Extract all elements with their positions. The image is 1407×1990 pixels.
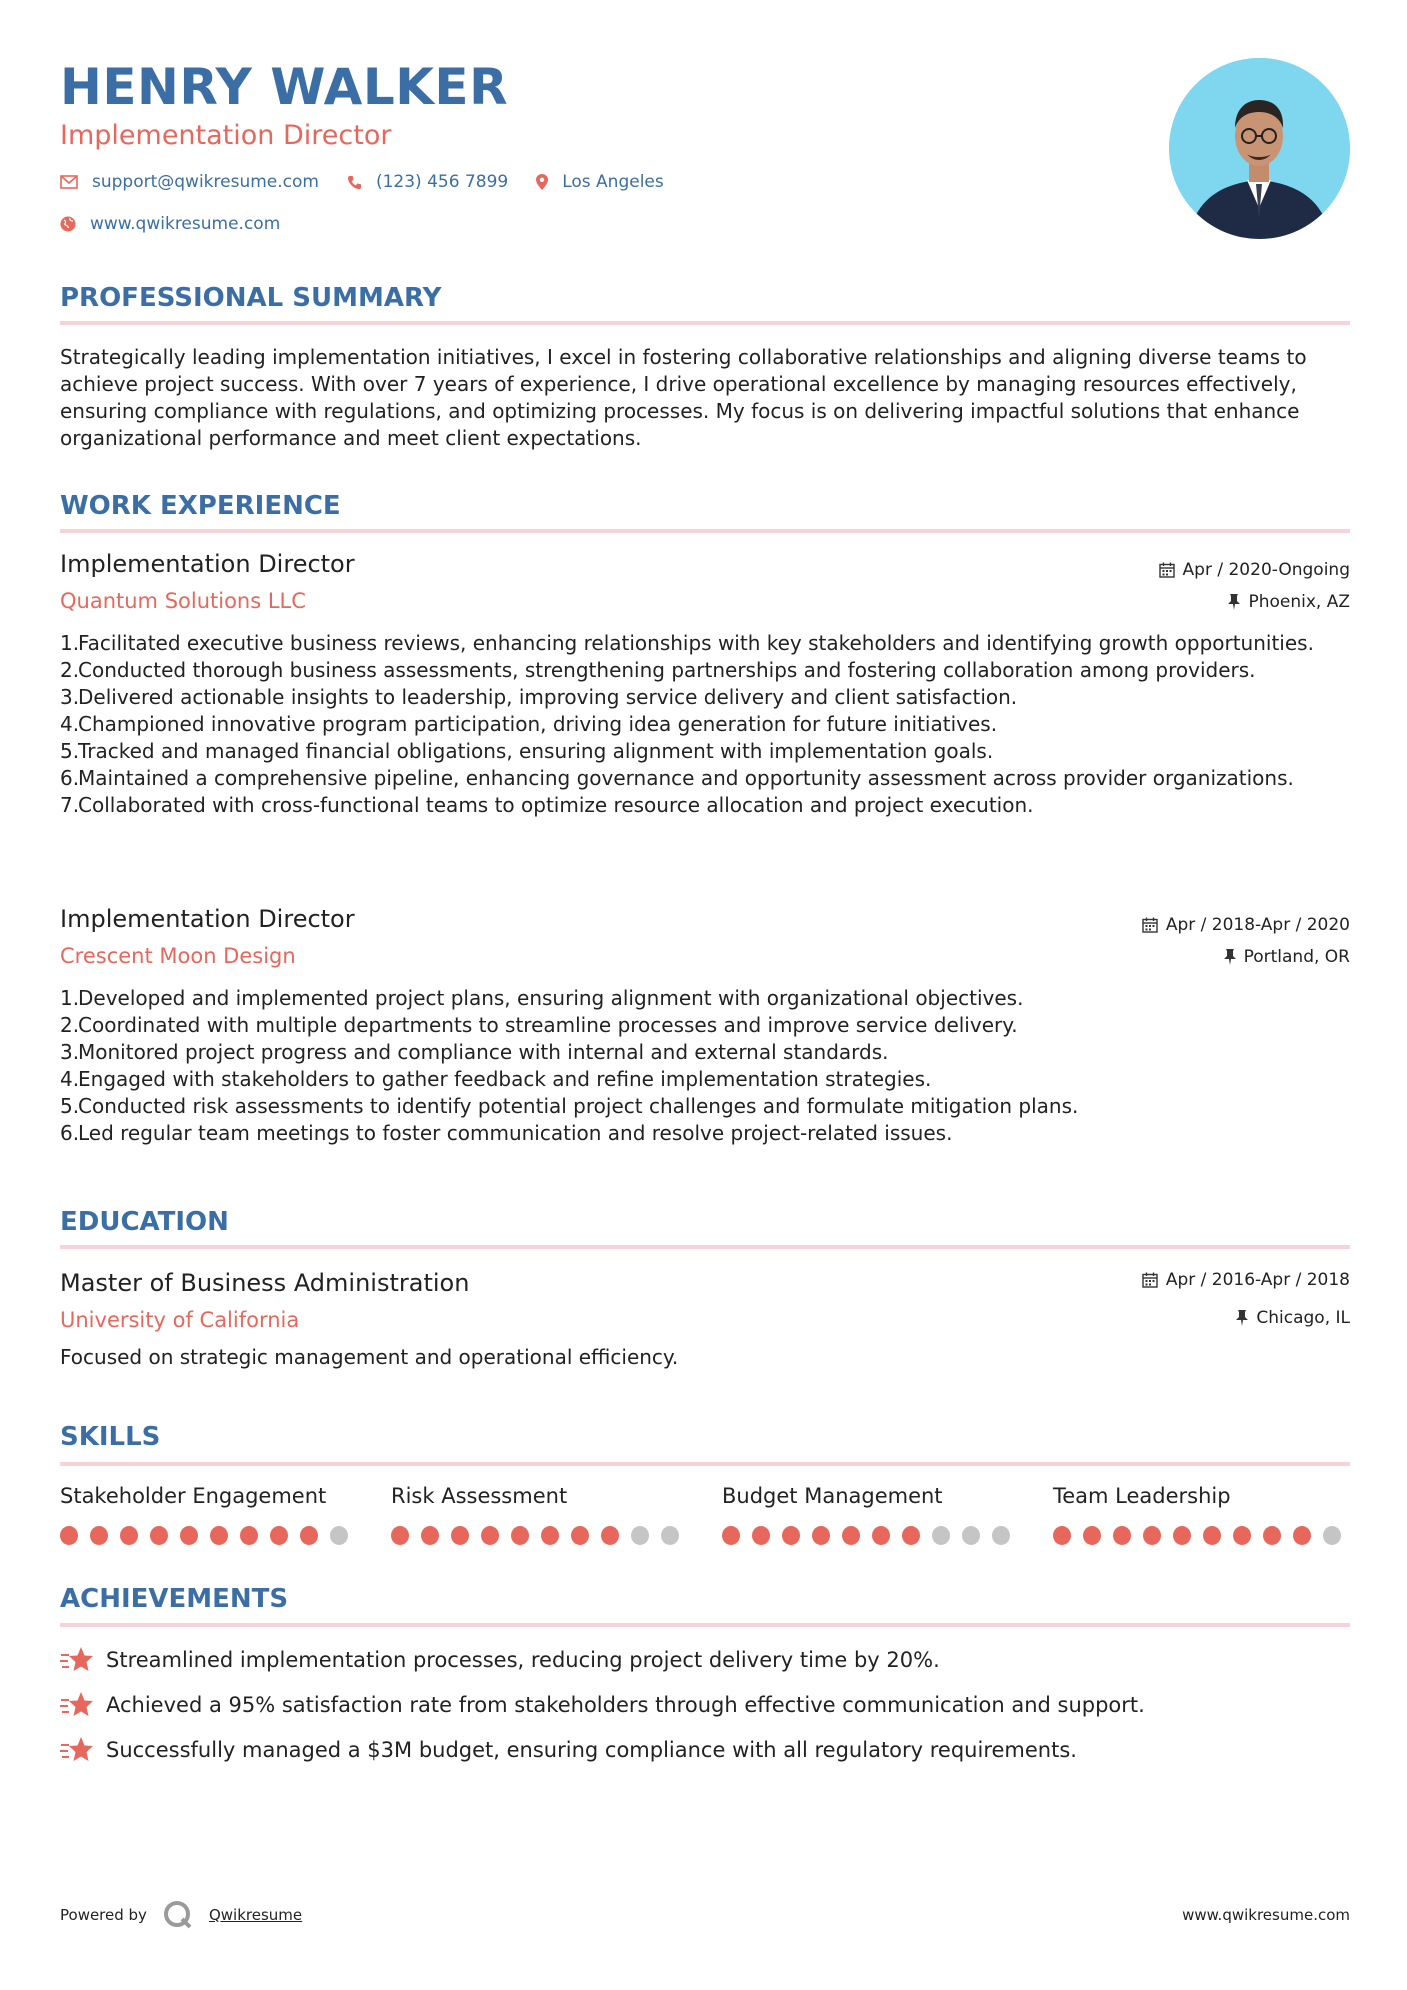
qwikresume-logo-icon: [163, 1900, 193, 1930]
list-number: 3.: [60, 685, 80, 709]
phone-icon: [347, 175, 362, 190]
job-location-text: Portland, OR: [1243, 947, 1350, 967]
list-item-text: Facilitated executive business reviews, enhancing relationships with key stakeholders and identifying growth opportunities.: [78, 631, 1314, 655]
job-location-text: Phoenix, AZ: [1248, 592, 1350, 612]
contact-location: [536, 172, 664, 192]
list-item-text: Conducted risk assessments to identify potential project challenges and formulate mitigation plans.: [78, 1094, 1079, 1118]
rating-dot-filled: [270, 1526, 288, 1545]
list-number: 6.: [60, 766, 80, 790]
rating-dot-filled: [511, 1526, 529, 1545]
list-item-text: Developed and implemented project plans, ensuring alignment with organizational objectives.: [78, 986, 1024, 1010]
list-item-text: Monitored project progress and compliance with internal and external standards.: [78, 1040, 889, 1064]
skill-label: Team Leadership: [1053, 1484, 1231, 1508]
education-location-text: Chicago, IL: [1256, 1308, 1350, 1328]
contact-row: [60, 172, 692, 192]
job-bullets: [60, 985, 1350, 1147]
location-text: Los Angeles: [562, 172, 664, 192]
section-title-education: EDUCATION: [60, 1207, 229, 1237]
star-icon: [60, 1736, 94, 1764]
job-company: Quantum Solutions LLC: [60, 589, 306, 613]
list-item: [60, 1066, 1350, 1093]
rating-dot-filled: [150, 1526, 168, 1545]
skill-label: Stakeholder Engagement: [60, 1484, 327, 1508]
calendar-icon: [1159, 562, 1175, 578]
list-item: [60, 738, 1350, 765]
rating-dot-filled: [1263, 1526, 1281, 1545]
section-title-summary: PROFESSIONAL SUMMARY: [60, 283, 442, 313]
list-item: [60, 630, 1350, 657]
list-item: [60, 711, 1350, 738]
job-dates: [1142, 915, 1350, 935]
skill-item: [391, 1484, 691, 1545]
pushpin-icon: [1228, 594, 1240, 610]
list-item: [60, 684, 1350, 711]
rating-dot-filled: [210, 1526, 228, 1545]
pushpin-icon: [1236, 1310, 1248, 1326]
footer-powered-by: [60, 1900, 302, 1930]
contact-email[interactable]: [60, 172, 319, 192]
profile-photo: [1169, 58, 1350, 239]
list-item: [60, 657, 1350, 684]
section-divider: [60, 1245, 1350, 1249]
education-dates: [1142, 1270, 1350, 1290]
list-item-text: Championed innovative program participation, driving idea generation for future initiatives.: [78, 712, 998, 736]
list-item-text: Collaborated with cross-functional teams to optimize resource allocation and project execution.: [78, 793, 1034, 817]
rating-dot-filled: [1083, 1526, 1101, 1545]
footer-url[interactable]: www.qwikresume.com: [1182, 1906, 1350, 1924]
skill-rating: [722, 1526, 1022, 1545]
list-number: 2.: [60, 1013, 80, 1037]
website-text: www.qwikresume.com: [90, 214, 281, 234]
list-number: 4.: [60, 712, 80, 736]
rating-dot-empty: [330, 1526, 348, 1545]
map-pin-icon: [536, 174, 548, 190]
list-number: 2.: [60, 658, 80, 682]
list-number: 5.: [60, 739, 80, 763]
calendar-icon: [1142, 1272, 1158, 1288]
list-item: [60, 792, 1350, 819]
section-title-achievements: ACHIEVEMENTS: [60, 1584, 289, 1614]
rating-dot-empty: [631, 1526, 649, 1545]
list-item-text: Led regular team meetings to foster communication and resolve project-related issues.: [78, 1121, 953, 1145]
rating-dot-filled: [601, 1526, 619, 1545]
rating-dot-filled: [1203, 1526, 1221, 1545]
job-dates-text: Apr / 2020-Ongoing: [1182, 560, 1350, 580]
achievement-text: Successfully managed a $3M budget, ensuring compliance with all regulatory requirements.: [106, 1738, 1077, 1762]
rating-dot-filled: [240, 1526, 258, 1545]
skill-item: [1053, 1484, 1353, 1545]
list-item-text: Maintained a comprehensive pipeline, enhancing governance and opportunity assessment across provider organizations.: [78, 766, 1294, 790]
summary-text: Strategically leading implementation initiatives, I excel in fostering collaborative relationships and aligning diverse teams to achieve project success. With over 7 years of experience, I drive operational excellence by managing resources effectively, ensuring compliance with regulations, and optimizing processes. My focus is on delivering impactful solutions that enhance organizational performance and meet client expectations.: [60, 345, 1307, 450]
powered-by-text: Powered by: [60, 1906, 147, 1924]
list-item-text: Coordinated with multiple departments to streamline processes and improve service delivery.: [78, 1013, 1018, 1037]
rating-dot-filled: [571, 1526, 589, 1545]
rating-dot-filled: [872, 1526, 890, 1545]
skill-rating: [60, 1526, 360, 1545]
job-title: Implementation Director: [60, 550, 355, 578]
contact-website[interactable]: [60, 214, 280, 234]
rating-dot-filled: [421, 1526, 439, 1545]
section-divider: [60, 1623, 1350, 1627]
list-number: 4.: [60, 1067, 80, 1091]
list-number: 7.: [60, 793, 80, 817]
job-location: [1228, 592, 1350, 612]
education-location: [1236, 1308, 1350, 1328]
education-degree: Master of Business Administration: [60, 1269, 470, 1297]
rating-dot-filled: [180, 1526, 198, 1545]
envelope-icon: [60, 175, 78, 189]
rating-dot-filled: [481, 1526, 499, 1545]
job-dates-text: Apr / 2018-Apr / 2020: [1165, 915, 1350, 935]
achievement-item: [60, 1646, 940, 1674]
job-location: [1224, 947, 1350, 967]
job-dates: [1159, 560, 1350, 580]
rating-dot-empty: [932, 1526, 950, 1545]
section-title-experience: WORK EXPERIENCE: [60, 491, 341, 521]
rating-dot-filled: [1143, 1526, 1161, 1545]
skill-rating: [1053, 1526, 1353, 1545]
rating-dot-filled: [1173, 1526, 1191, 1545]
skill-item: [60, 1484, 360, 1545]
rating-dot-filled: [90, 1526, 108, 1545]
achievement-text: Achieved a 95% satisfaction rate from stakeholders through effective communication and support.: [106, 1693, 1145, 1717]
rating-dot-filled: [60, 1526, 78, 1545]
candidate-name: HENRY WALKER: [60, 58, 509, 116]
contact-phone[interactable]: [347, 172, 508, 192]
section-divider: [60, 321, 1350, 325]
rating-dot-filled: [451, 1526, 469, 1545]
rating-dot-filled: [782, 1526, 800, 1545]
list-item: [60, 985, 1350, 1012]
list-number: 3.: [60, 1040, 80, 1064]
rating-dot-filled: [902, 1526, 920, 1545]
contact-row-website: [60, 214, 308, 234]
rating-dot-filled: [541, 1526, 559, 1545]
calendar-icon: [1142, 917, 1158, 933]
list-item: [60, 1093, 1350, 1120]
list-item: [60, 1120, 1350, 1147]
rating-dot-empty: [992, 1526, 1010, 1545]
list-item-text: Conducted thorough business assessments, strengthening partnerships and fostering collaboration among providers.: [78, 658, 1256, 682]
list-number: 6.: [60, 1121, 80, 1145]
skill-label: Risk Assessment: [391, 1484, 568, 1508]
rating-dot-empty: [1323, 1526, 1341, 1545]
achievement-item: [60, 1736, 1077, 1764]
list-number: 1.: [60, 631, 80, 655]
job-title: Implementation Director: [60, 905, 355, 933]
section-divider: [60, 1462, 1350, 1466]
list-number: 5.: [60, 1094, 80, 1118]
list-item-text: Tracked and managed financial obligations, ensuring alignment with implementation goals.: [78, 739, 994, 763]
skill-item: [722, 1484, 1022, 1545]
rating-dot-filled: [1053, 1526, 1071, 1545]
rating-dot-empty: [661, 1526, 679, 1545]
job-company: Crescent Moon Design: [60, 944, 296, 968]
education-dates-text: Apr / 2016-Apr / 2018: [1165, 1270, 1350, 1290]
rating-dot-filled: [842, 1526, 860, 1545]
rating-dot-filled: [300, 1526, 318, 1545]
globe-icon: [60, 216, 76, 232]
pushpin-icon: [1224, 949, 1236, 965]
education-school: University of California: [60, 1308, 300, 1332]
section-title-skills: SKILLS: [60, 1422, 161, 1452]
achievement-text: Streamlined implementation processes, reducing project delivery time by 20%.: [106, 1648, 940, 1672]
list-item-text: Engaged with stakeholders to gather feedback and refine implementation strategies.: [78, 1067, 932, 1091]
rating-dot-filled: [1293, 1526, 1311, 1545]
portrait-illustration: [1169, 58, 1350, 239]
education-description: Focused on strategic management and operational efficiency.: [60, 1345, 679, 1369]
skill-label: Budget Management: [722, 1484, 943, 1508]
brand-link[interactable]: Qwikresume: [208, 1906, 303, 1924]
list-item: [60, 1012, 1350, 1039]
rating-dot-filled: [1233, 1526, 1251, 1545]
section-divider: [60, 529, 1350, 533]
star-icon: [60, 1646, 94, 1674]
rating-dot-filled: [120, 1526, 138, 1545]
email-text: support@qwikresume.com: [92, 172, 319, 192]
list-item: [60, 765, 1350, 792]
list-number: 1.: [60, 986, 80, 1010]
resume-page: [60, 0, 1350, 1990]
rating-dot-empty: [962, 1526, 980, 1545]
rating-dot-filled: [812, 1526, 830, 1545]
skill-rating: [391, 1526, 691, 1545]
list-item: [60, 1039, 1350, 1066]
achievement-item: [60, 1691, 1145, 1719]
candidate-role: Implementation Director: [60, 120, 392, 151]
job-bullets: [60, 630, 1350, 819]
phone-text: (123) 456 7899: [375, 172, 509, 192]
rating-dot-filled: [1113, 1526, 1131, 1545]
list-item-text: Delivered actionable insights to leadership, improving service delivery and client satisfaction.: [78, 685, 1018, 709]
star-icon: [60, 1691, 94, 1719]
rating-dot-filled: [391, 1526, 409, 1545]
rating-dot-filled: [752, 1526, 770, 1545]
rating-dot-filled: [722, 1526, 740, 1545]
